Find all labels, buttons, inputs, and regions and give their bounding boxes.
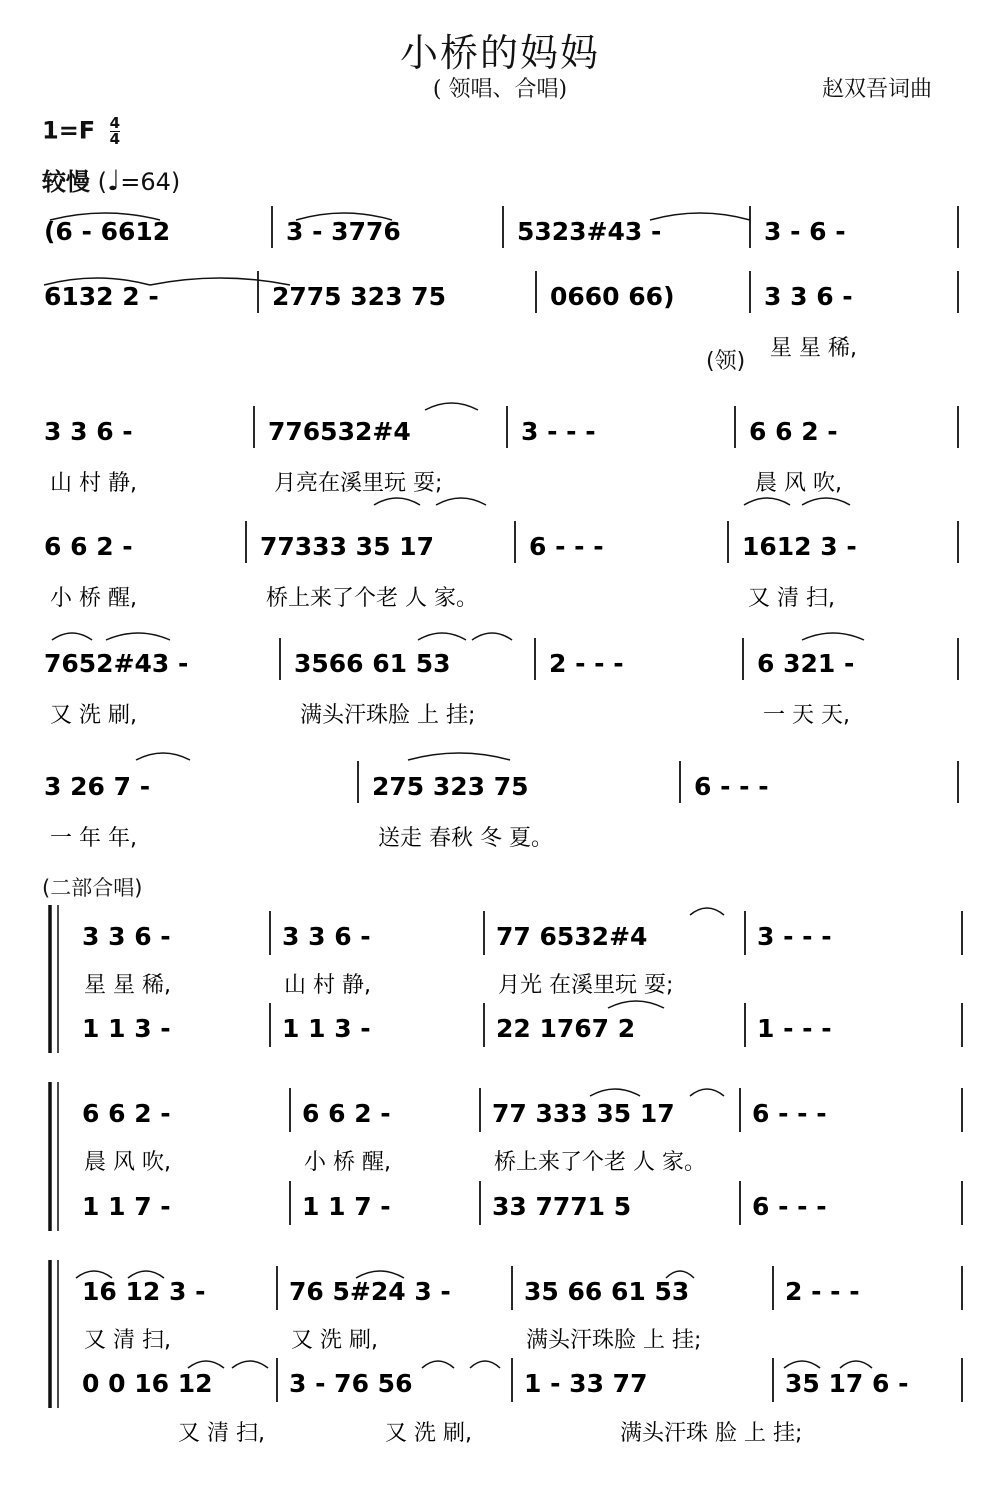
slur-mark — [784, 1361, 820, 1368]
lower-lyric: 满头汗珠 脸 上 挂; — [620, 1421, 803, 1446]
slur-mark — [650, 213, 750, 220]
upper-lyric: 山 村 静, — [284, 973, 371, 998]
lyric-line: 山 村 静, — [50, 471, 137, 496]
lyric-line: 星 星 稀, — [770, 336, 857, 361]
quarter-note-icon: ♩ — [107, 164, 121, 197]
upper-part-notes: 3 - - - — [757, 922, 832, 951]
slur-mark — [374, 498, 420, 505]
lyric-line: 晨 风 吹, — [755, 471, 842, 496]
song-subtitle: ( 领唱、合唱) — [432, 77, 568, 102]
lyric-line: 又 洗 刷, — [50, 703, 137, 728]
lyric-line: 一 年 年, — [50, 826, 137, 851]
upper-lyric: 小 桥 醒, — [304, 1150, 391, 1175]
upper-lyric: 桥上来了个老 人 家。 — [494, 1150, 706, 1175]
lyric-line: 桥上来了个老 人 家。 — [266, 586, 478, 611]
lower-part-notes: 0 0 16 12 — [82, 1369, 213, 1398]
slur-mark — [436, 498, 486, 505]
measure-notes: (6 - 6612 — [44, 217, 171, 246]
measure-notes: 6 - - - — [694, 772, 769, 801]
lyric-line: 满头汗珠脸 上 挂; — [300, 703, 476, 728]
lyric-line: 小 桥 醒, — [50, 586, 137, 611]
upper-part-notes: 3 3 6 - — [282, 922, 371, 951]
measure-notes: 0660 66) — [550, 282, 675, 311]
upper-part-notes: 77 333 35 17 — [492, 1099, 675, 1128]
lyric-line: 又 清 扫, — [748, 586, 835, 611]
slur-mark — [590, 1089, 640, 1096]
measure-notes: 776532#4 — [268, 417, 411, 446]
measure-notes: 6 321 - — [757, 649, 855, 678]
lower-part-notes: 35 17 6 - — [785, 1369, 909, 1398]
lower-part-notes: 22 1767 2 — [496, 1014, 636, 1043]
lower-part-notes: 1 1 7 - — [302, 1192, 391, 1221]
upper-part-notes: 35 66 61 53 — [524, 1277, 690, 1306]
upper-part-notes: 3 3 6 - — [82, 922, 171, 951]
upper-part-notes: 76 5#24 3 - — [289, 1277, 451, 1306]
slur-mark — [608, 1001, 664, 1008]
slur-mark — [425, 403, 478, 410]
upper-part-notes: 16 12 3 - — [82, 1277, 206, 1306]
slur-mark — [422, 1361, 454, 1368]
upper-lyric: 星 星 稀, — [84, 973, 171, 998]
upper-part-notes: 2 - - - — [785, 1277, 860, 1306]
measure-notes: 6 - - - — [529, 532, 604, 561]
lower-part-notes: 3 - 76 56 — [289, 1369, 413, 1398]
song-title: 小桥的妈妈 — [399, 31, 600, 75]
slur-mark — [744, 498, 790, 505]
measure-notes: 3 - 3776 — [286, 217, 401, 246]
lower-part-notes: 1 - 33 77 — [524, 1369, 648, 1398]
slur-mark — [232, 1361, 268, 1368]
tempo-value: =64) — [120, 168, 181, 196]
measure-notes: 275 323 75 — [372, 772, 529, 801]
lyric-line: 月亮在溪里玩 耍; — [274, 471, 443, 496]
measure-notes: 3 - 6 - — [764, 217, 846, 246]
composer-credit: 赵双吾词曲 — [822, 77, 933, 102]
slur-mark — [840, 1361, 872, 1368]
lead-mark: (领) — [706, 349, 746, 374]
lower-part-notes: 1 1 3 - — [82, 1014, 171, 1043]
slur-mark — [470, 1361, 500, 1368]
slur-mark — [52, 633, 92, 640]
upper-lyric: 晨 风 吹, — [84, 1150, 171, 1175]
time-bottom: 4 — [109, 130, 120, 148]
lower-part-notes: 33 7771 5 — [492, 1192, 632, 1221]
slur-mark — [802, 498, 850, 505]
measure-notes: 3 - - - — [521, 417, 596, 446]
lyric-line: 送走 春秋 冬 夏。 — [378, 826, 553, 851]
upper-lyric: 又 清 扫, — [84, 1328, 171, 1353]
measure-notes: 2775 323 75 — [272, 282, 446, 311]
slur-mark — [690, 1089, 724, 1096]
measure-notes: 2 - - - — [549, 649, 624, 678]
upper-part-notes: 6 6 2 - — [302, 1099, 391, 1128]
upper-part-notes: 6 6 2 - — [82, 1099, 171, 1128]
measure-notes: 6 6 2 - — [44, 532, 133, 561]
lower-lyric: 又 清 扫, — [178, 1421, 265, 1446]
time-top: 4 — [109, 114, 120, 132]
measure-notes: 3 3 6 - — [44, 417, 133, 446]
measure-notes: 77333 35 17 — [260, 532, 434, 561]
measure-notes: 1612 3 - — [742, 532, 857, 561]
lower-part-notes: 1 - - - — [757, 1014, 832, 1043]
measure-notes: 5323#43 - — [517, 217, 662, 246]
slur-mark — [802, 633, 864, 640]
slur-mark — [106, 633, 170, 640]
lower-part-notes: 1 1 7 - — [82, 1192, 171, 1221]
lyric-line: 一 天 天, — [763, 703, 850, 728]
measure-notes: 3 26 7 - — [44, 772, 151, 801]
lower-part-notes: 6 - - - — [752, 1192, 827, 1221]
upper-part-notes: 77 6532#4 — [496, 922, 648, 951]
slur-mark — [472, 633, 512, 640]
measure-notes: 6 6 2 - — [749, 417, 838, 446]
upper-lyric: 满头汗珠脸 上 挂; — [526, 1328, 702, 1353]
tempo-term: 较慢 — [42, 168, 90, 196]
tempo-open: ( — [97, 168, 108, 196]
slur-mark — [418, 633, 466, 640]
measure-notes: 3 3 6 - — [764, 282, 853, 311]
measure-notes: 7652#43 - — [44, 649, 189, 678]
measure-notes: 6132 2 - — [44, 282, 159, 311]
key-text: 1=F — [42, 116, 96, 145]
upper-part-notes: 6 - - - — [752, 1099, 827, 1128]
section-label: (二部合唱) — [42, 876, 143, 900]
slur-mark — [188, 1361, 224, 1368]
lower-lyric: 又 洗 刷, — [385, 1421, 472, 1446]
slur-mark — [150, 278, 290, 285]
slur-mark — [136, 753, 190, 760]
lower-part-notes: 1 1 3 - — [282, 1014, 371, 1043]
slur-mark — [408, 753, 510, 760]
slur-mark — [690, 908, 724, 915]
measure-notes: 3566 61 53 — [294, 649, 451, 678]
upper-lyric: 又 洗 刷, — [291, 1328, 378, 1353]
upper-lyric: 月光 在溪里玩 耍; — [498, 973, 674, 998]
